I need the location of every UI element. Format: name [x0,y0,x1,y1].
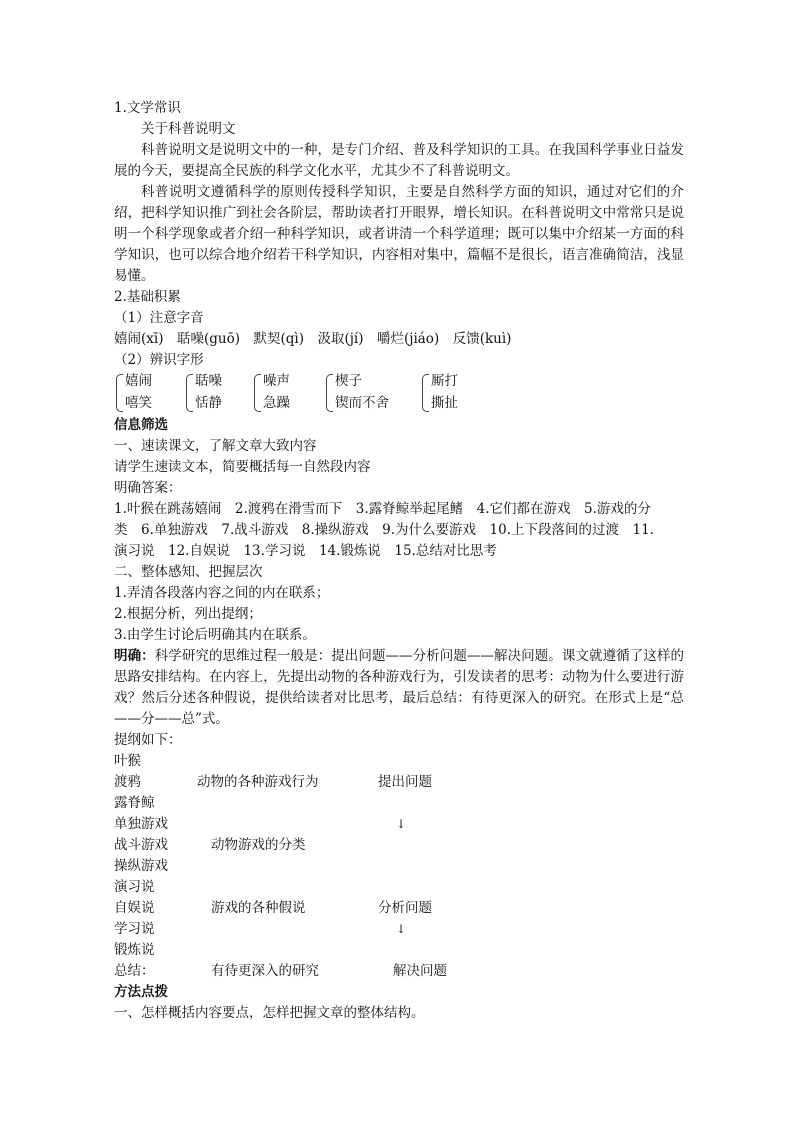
glyph-word: 恬静 [195,395,222,411]
method-item: 一、怎样概括内容要点，怎样把握文章的整体结构。 [114,1005,425,1021]
down-arrow-icon: ↓ [396,817,407,831]
paragraph-1: 科普说明文是说明文中的一种，是专门介绍、普及科学知识的工具。在我国科学事业日益发展的今天，要提高全民族的科学文化水平，尤其少不了科普说明文。 [114,142,684,179]
outline-group-label: 游戏的各种假说 [211,900,306,916]
glyph-word: 嘻笑 [125,395,152,411]
section-heading-literature: 1.文学常识 [114,100,181,116]
outline-item: 渡鸦 [114,774,141,790]
glyph-word: 撕扯 [431,395,458,411]
brace-mark [422,374,429,412]
outline-intro: 提纲如下： [114,732,182,748]
answer-line: 1.叶猴在跳荡嬉闹 2.渡鸦在滑雪而下 3.露脊鲸举起尾鳍 4.它们都在游戏 5.游戏的分 [114,501,651,517]
heading-info-filter: 信息筛选 [114,417,168,433]
step-item: 2.根据分析，列出提纲； [114,606,262,622]
glyph-word: 嬉闹 [125,373,152,389]
step-item: 1.弄清各段落内容之间的内在联系； [114,585,330,601]
brace-mark [326,374,333,412]
paragraph-2: 科普说明文遵循科学的原则传授科学知识，主要是自然科学方面的知识，通过对它们的介绍，把科学知识推广到社会各阶层，帮助读者打开眼界，增长知识。在科普说明文中常常只是说明一个科学现象或者介绍一种科学知识，或者讲清一个科学道理；既可以集中介绍某一方面的科学知识，也可以综合地介绍若干科学知识，内容相对集中，篇幅不是很长，语言准确简洁，浅显易懂。 [114,184,684,284]
step-item: 3.由学生讨论后明确其内在联系。 [114,627,316,643]
outline-item: 单独游戏 [114,816,168,832]
outline-item: 总结： [114,963,155,979]
subheading-science-essay: 关于科普说明文 [141,121,236,137]
subheading-pronunciation: （1）注意字音 [114,310,204,326]
outline-stage-label: 分析问题 [378,900,432,916]
task-text: 请学生速读文本，简要概括每一自然段内容 [114,459,371,475]
clarify-text: 科学研究的思维过程一般是：提出问题——分析问题——解决问题。课文就遵循了这样的思路安排结构。在内容上，先提出动物的各种游戏行为，引发读者的思考：动物为什么要进行游戏？然后分述各种假说，提供给读者对比思考，最后总结：有待更深入的研究。在形式上是“总——分——总”式。 [114,648,685,727]
heading-method: 方法点拨 [114,984,168,1000]
clarify-paragraph [114,646,684,730]
outline-group-label: 动物游戏的分类 [211,837,306,853]
glyph-word: 锲而不舍 [335,395,389,411]
outline-item: 演习说 [114,879,155,895]
outline-item: 叶猴 [114,753,141,769]
clarify-label: 明确： [114,648,155,664]
answer-label: 明确答案： [114,480,182,496]
pronunciation-list: 嬉闹(xī) 聒噪(guō) 默契(qì) 汲取(jí) 嚼烂(jiáo) 反馈(kuì) [114,331,512,347]
glyph-word: 急躁 [263,395,290,411]
answer-line: 演习说 12.自娱说 13.学习说 14.锻炼说 15.总结对比思考 [114,543,497,559]
down-arrow-icon: ↓ [396,922,407,936]
brace-mark [186,374,193,412]
section-heading-basics: 2.基础积累 [114,289,181,305]
outline-stage-label: 解决问题 [393,963,447,979]
outline-item: 自娱说 [114,900,155,916]
glyph-word: 厮打 [431,373,458,389]
part1-title: 一、速读课文，了解文章大致内容 [114,438,317,454]
document-page [114,98,684,1024]
outline-group-label: 有待更深入的研究 [211,963,319,979]
glyph-word: 聒噪 [195,373,222,389]
brace-mark [116,374,123,412]
answer-line: 类 6.单独游戏 7.战斗游戏 8.操纵游戏 9.为什么要游戏 10.上下段落间的过渡 11. [114,522,654,538]
glyph-word: 楔子 [335,373,362,389]
outline-item: 战斗游戏 [114,837,168,853]
outline-stage-label: 提出问题 [378,774,432,790]
outline-summary [114,961,684,982]
outline-item: 学习说 [114,921,155,937]
outline-diagram [114,751,684,961]
glyph-groups [116,371,684,415]
outline-item: 操纵游戏 [114,858,168,874]
glyph-word: 噪声 [263,373,290,389]
brace-mark [254,374,261,412]
outline-item: 锻炼说 [114,942,155,958]
part2-title: 二、整体感知、把握层次 [114,564,263,580]
outline-group-label: 动物的各种游戏行为 [197,774,319,790]
subheading-glyphs: （2）辨识字形 [114,352,204,368]
outline-item: 露脊鲸 [114,795,155,811]
